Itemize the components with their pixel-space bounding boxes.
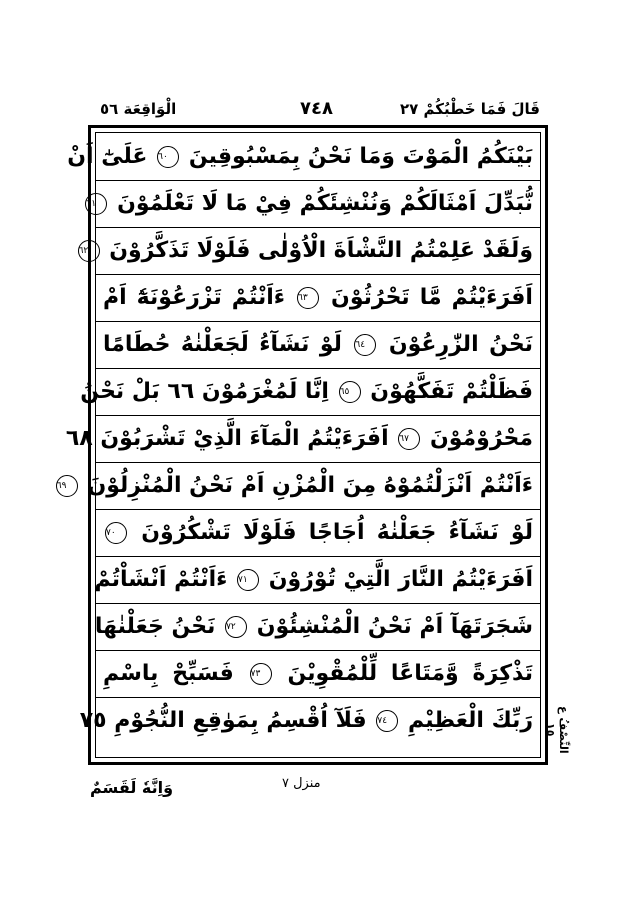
manzil-label: منزل ٧: [282, 776, 321, 791]
verse-text: وَلَقَدْ عَلِمْتُمُ النَّشْاَةَ الْاُوْلٰى فَلَوْلَا تَذَكَّرُوْنَ: [109, 238, 533, 263]
verse-line: [80, 369, 541, 416]
verse-line: [95, 557, 541, 604]
verse-line: [78, 228, 541, 275]
page-header: [100, 100, 540, 124]
ayah-marker: ٦٤: [354, 334, 376, 356]
verse-line: [95, 275, 541, 322]
verse-text: لَوْ نَشَآءُ لَجَعَلْنٰهُ حُطَامًا: [103, 332, 342, 357]
ayah-marker: ٦٥: [339, 381, 361, 403]
surah-name: الْوَاقِعَة ٥٦: [100, 100, 177, 118]
verse-line: [79, 698, 541, 745]
verse-line: [67, 134, 541, 181]
ayah-marker: ٦٢: [78, 240, 100, 262]
verse-line: [65, 416, 541, 463]
verse-line: [86, 181, 541, 228]
ayah-marker: ٧١: [237, 569, 259, 591]
verse-text: نَحْنُ الزّٰرِعُوْنَ: [388, 332, 533, 357]
ayah-marker: ٧٤: [376, 710, 398, 732]
verse-text: شَجَرَتَهَآ اَمْ نَحْنُ الْمُنْشِئُوْنَ: [256, 614, 533, 639]
ayah-marker: ٦٧: [398, 428, 420, 450]
verse-text: اَفَرَءَيْتُمْ مَّا تَحْرُثُوْنَ: [331, 285, 533, 310]
page-number: ٧٤٨: [300, 98, 333, 119]
verse-text: نَحْنُ جَعَلْنٰهَا: [94, 614, 216, 639]
juz-name: قَالَ فَمَا خَطْبُكُمْ ٢٧: [400, 100, 540, 118]
verse-line: [95, 510, 541, 557]
ruku-mark: النِّصْفُ ع ١٥: [544, 706, 570, 754]
verse-text: فَلَآ اُقْسِمُ بِمَوٰقِعِ النُّجُوْمِ ٧٥: [79, 708, 367, 733]
verse-line: [56, 463, 541, 510]
verse-text: ءَاَنْتُمْ اَنْزَلْتُمُوْهُ مِنَ الْمُزْنِ اَمْ نَحْنُ الْمُنْزِلُوْنَ: [87, 473, 533, 498]
verse-text: عَلَىٰٓ اَنْ: [67, 144, 148, 169]
verse-text: بَيْنَكُمُ الْمَوْتَ وَمَا نَحْنُ بِمَسْبُوقِينَ: [188, 144, 533, 169]
ayah-marker: ٦٩: [56, 475, 78, 497]
verse-text: ءَاَنْتُمْ تَزْرَعُوْنَهٗٓ اَمْ: [103, 285, 286, 310]
verse-line: [95, 322, 541, 369]
verse-text: مَحْرُوْمُوْنَ: [429, 426, 533, 451]
verse-text: تَذْكِرَةً وَّمَتَاعًا لِّلْمُقْوِيْنَ: [287, 661, 533, 686]
ayah-marker: ٧٢: [225, 616, 247, 638]
verse-text: لَوْ نَشَآءُ جَعَلْنٰهُ اُجَاجًا فَلَوْلَا تَشْكُرُوْنَ: [141, 520, 533, 545]
catchword: وَاِنَّهٗ لَقَسَمٌ: [90, 778, 174, 797]
verse-text: فَظَلْتُمْ تَفَكَّهُوْنَ: [370, 379, 533, 404]
verse-text: فَسَبِّحْ بِاسْمِ: [103, 661, 234, 686]
verse-text: اِنَّا لَمُغْرَمُوْنَ ٦٦ بَلْ نَحْنُ: [80, 379, 329, 404]
verse-text: رَبِّكَ الْعَظِيْمِ: [408, 708, 533, 733]
ayah-marker: ٦٣: [297, 287, 319, 309]
verse-line: [95, 651, 541, 698]
verse-text: اَفَرَءَيْتُمُ النَّارَ الَّتِيْ تُوْرُوْنَ: [268, 567, 533, 592]
verse-text: نُّبَدِّلَ اَمْثَالَكُمْ وَنُنْشِئَكُمْ فِيْ مَا لَا تَعْلَمُوْنَ: [117, 191, 533, 216]
ayah-marker: ٧٣: [250, 663, 272, 685]
verse-lines: [56, 134, 541, 745]
ayah-marker: ٧٠: [105, 522, 127, 544]
ayah-marker: ٦٠: [157, 146, 179, 168]
ayah-marker: ٦١: [85, 193, 107, 215]
verse-line: [95, 604, 541, 651]
verse-text: ءَاَنْتُمْ اَنْشَاْتُمْ: [94, 567, 228, 592]
verse-text: اَفَرَءَيْتُمُ الْمَآءَ الَّذِيْ تَشْرَبُوْنَ ٦٨: [65, 426, 389, 451]
